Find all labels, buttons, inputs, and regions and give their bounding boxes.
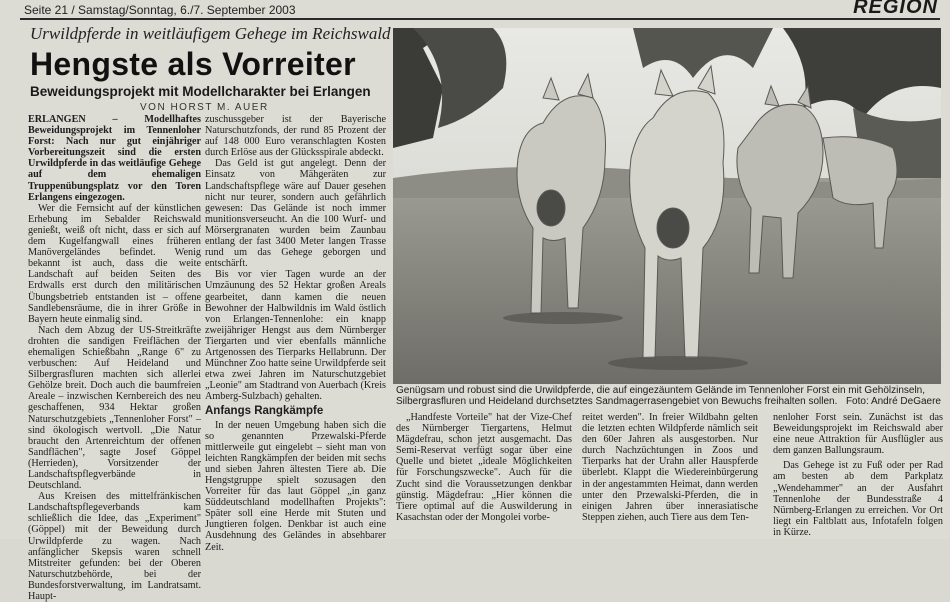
page-info: Seite 21 / Samstag/Sonntag, 6./7. September 2003 <box>24 3 296 17</box>
paragraph: Aus Kreisen des mittelfränkischen Landschaftspflegeverbands kam schließlich die Idee, das „Experiment" (Göppel) mit der Beweidung durch Urwildpferde zu wagen. Nach anfänglicher Skepsis waren schnell Mitstreiter gefunden: bei der Oberen Naturschutzbehörde, bei der Bundesforstverwaltung, im Landratsamt. Haupt- <box>28 491 201 602</box>
paragraph: „Handfeste Vorteile" hat der Vize-Chef des Nürnberger Tiergartens, Helmut Mägdefrau, schon jetzt ausgemacht. Das Semi-Reservat verfügt sogar über eine Quelle und bietet „ideale Möglichkeiten für Forschungszwecke". Auch für die Zucht sind die Voraussetzungen denkbar günstig. Mägdefrau: „Hier können die Tiere optimal auf die Auswilderung in Kasachstan oder der Mongolei vorbe- <box>396 412 572 523</box>
header-rule <box>20 18 940 20</box>
article-column-3 <box>396 412 572 534</box>
lead-paragraph: ERLANGEN – Modellhaftes Beweidungsprojekt im Tennenloher Forst: Nach nur gut einjähriger Vorbereitungszeit sind die ersten Urwildpferde in das weitläufige Gehege auf dem ehemaligen Truppenübungsplatz vor den Toren Erlangens eingezogen. <box>28 114 201 203</box>
section-subhead: Anfangs Rangkämpfe <box>205 405 324 418</box>
caption-text: Genügsam und robust sind die Urwildpferde, die auf eingezäuntem Gelände im Tennenloher Forst ein mit Gehölzinseln, Silbergrasfluren und Heideland durchsetztes Sandmagerrasengebiet von Bewuchs freihalten sollen. <box>396 385 926 407</box>
paragraph: Nach dem Abzug der US-Streitkräfte drohten die sandigen Freiflächen der ehemaligen Schießbahn „Range 6" zu verbuschen: Auf Heideland und Silbergrasfluren machten sich allerlei Gehölze breit. Doch auch die baumfreien Areale – inzwischen Kernbereich des neu geschaffenen, 934 Hektar großen Naturschutzgebiets „Tennenloher Forst" – sind ökologisch wertvoll. „Die Natur braucht den Artenreichtum der offenen Sandflächen", sagte Josef Göppel (Herrieden), Vorsitzender der Landschaftspflegverbände in Deutschland. <box>28 324 201 492</box>
photo-illustration <box>393 28 941 384</box>
paragraph: Bis vor vier Tagen wurde an der Umzäunung des 52 Hektar großen Areals gearbeitet, dann kamen die neuen Bewohner der Halbwildnis im Wald östlich von Erlangen-Tennenlohe: ein knapp zweijähriger Hengst aus dem Nürnberger Tiergarten und vier ebenfalls männliche Artgenossen des Tierparks Hellabrunn. Der Münchner Zoo hatte seine Urwildpferde seit etwa zwei Jahren im Naturschutzgebiet „Leonie" am Stadtrand von Auerbach (Kreis Amberg-Sulzbach) gehalten. <box>205 269 386 403</box>
paragraph: zuschussgeber ist der Bayerische Naturschutzfonds, der rund 85 Prozent der auf 148 000 Euro veranschlagten Kosten durch Erlöse aus der Glücksspirale abdeckt. <box>205 114 386 159</box>
paragraph: nenloher Forst sein. Zunächst ist das Beweidungsprojekt im Reichswald aber eine neue Attraktion für Ausflügler aus dem ganzen Ballungsraum. <box>773 412 943 457</box>
article-column-4 <box>582 412 758 534</box>
article-column-2 <box>205 114 386 553</box>
page-header <box>0 0 950 18</box>
paragraph: Das Geld ist gut angelegt. Denn der Einsatz von Mähgeräten zur Landschaftspflege wäre auf Dauer gesehen nicht nur teurer, sondern auch gefährlich gewesen: Das Gelände ist noch immer munitionsverseucht. An die 100 Wurf- und Mörsergranaten wurden beim Zaunbau entlang der fast 3400 Meter langen Trasse rund um das Gehege geborgen und entschärft. <box>205 158 386 270</box>
photo-credit: Foto: André DeGaere <box>845 396 941 407</box>
photo-caption <box>396 385 941 407</box>
paragraph: In der neuen Umgebung haben sich die so genannten Przewalski-Pferde mittlerweile gut eingelebt – sieht man von leichten Rangkämpfen der beiden mit sechs und sieben Jahren ältesten Tiere ab. Die Hengstgruppe spielt sozusagen den Vorreiter für das laut Göppel „in ganz Süddeutschland modellhaften Projekts": Später soll eine Herde mit Stuten und Jungtieren folgen. Denkbar ist auch eine Ausdehnung des Geländes in absehbarer Zeit. <box>205 419 386 553</box>
horses-photo <box>393 28 941 384</box>
paragraph: Wer die Fernsicht auf der künstlichen Erhebung im Sebalder Reichswald genießt, weiß oft nicht, dass er sich auf dem Kugelfangwall eines früheren Manövergeländes befindet. Wenig bekannt ist auch, dass die weite Landschaft auf beiden Seiten des Erdwalls erst durch den militärischen Übungsbetrieb entstanden ist – offene Sandlebensräume, die in ihrer Größe in Bayern heute einmalig sind. <box>28 202 201 325</box>
article-column-1 <box>28 114 201 602</box>
section-label: REGION <box>853 0 938 18</box>
article-column-5 <box>773 412 943 538</box>
subheadline: Beweidungsprojekt mit Modellcharakter bei Erlangen <box>30 84 371 99</box>
headline: Hengste als Vorreiter <box>30 46 356 82</box>
paragraph: Das Gehege ist zu Fuß oder per Rad am besten ab dem Parkplatz „Wendehammer" an der Ausfahrt Tennenlohe der Bundesstraße 4 Nürnberg-Erlangen zu erreichen. Vor Ort liegt ein Faltblatt aus, Infotafeln folgen in Kürze. <box>773 460 943 538</box>
paragraph: reitet werden". In freier Wildbahn gelten die letzten echten Wildpferde nämlich seit den 60er Jahren als ausgestorben. Nur durch Nachzüchtungen in Zoos und Tierparks hat der Urahn aller Hauspferde überlebt. Klappt die Wiedereinbürgerung in der angestammten Heimat, dann werden unter den Przewalski-Pferden, die in einigen Jahren über innerasiatische Steppen ziehen, auch Tiere aus dem Ten- <box>582 412 758 523</box>
kicker: Urwildpferde in weitläufigem Gehege im Reichswald <box>30 24 391 43</box>
byline: VON HORST M. AUER <box>140 102 269 113</box>
